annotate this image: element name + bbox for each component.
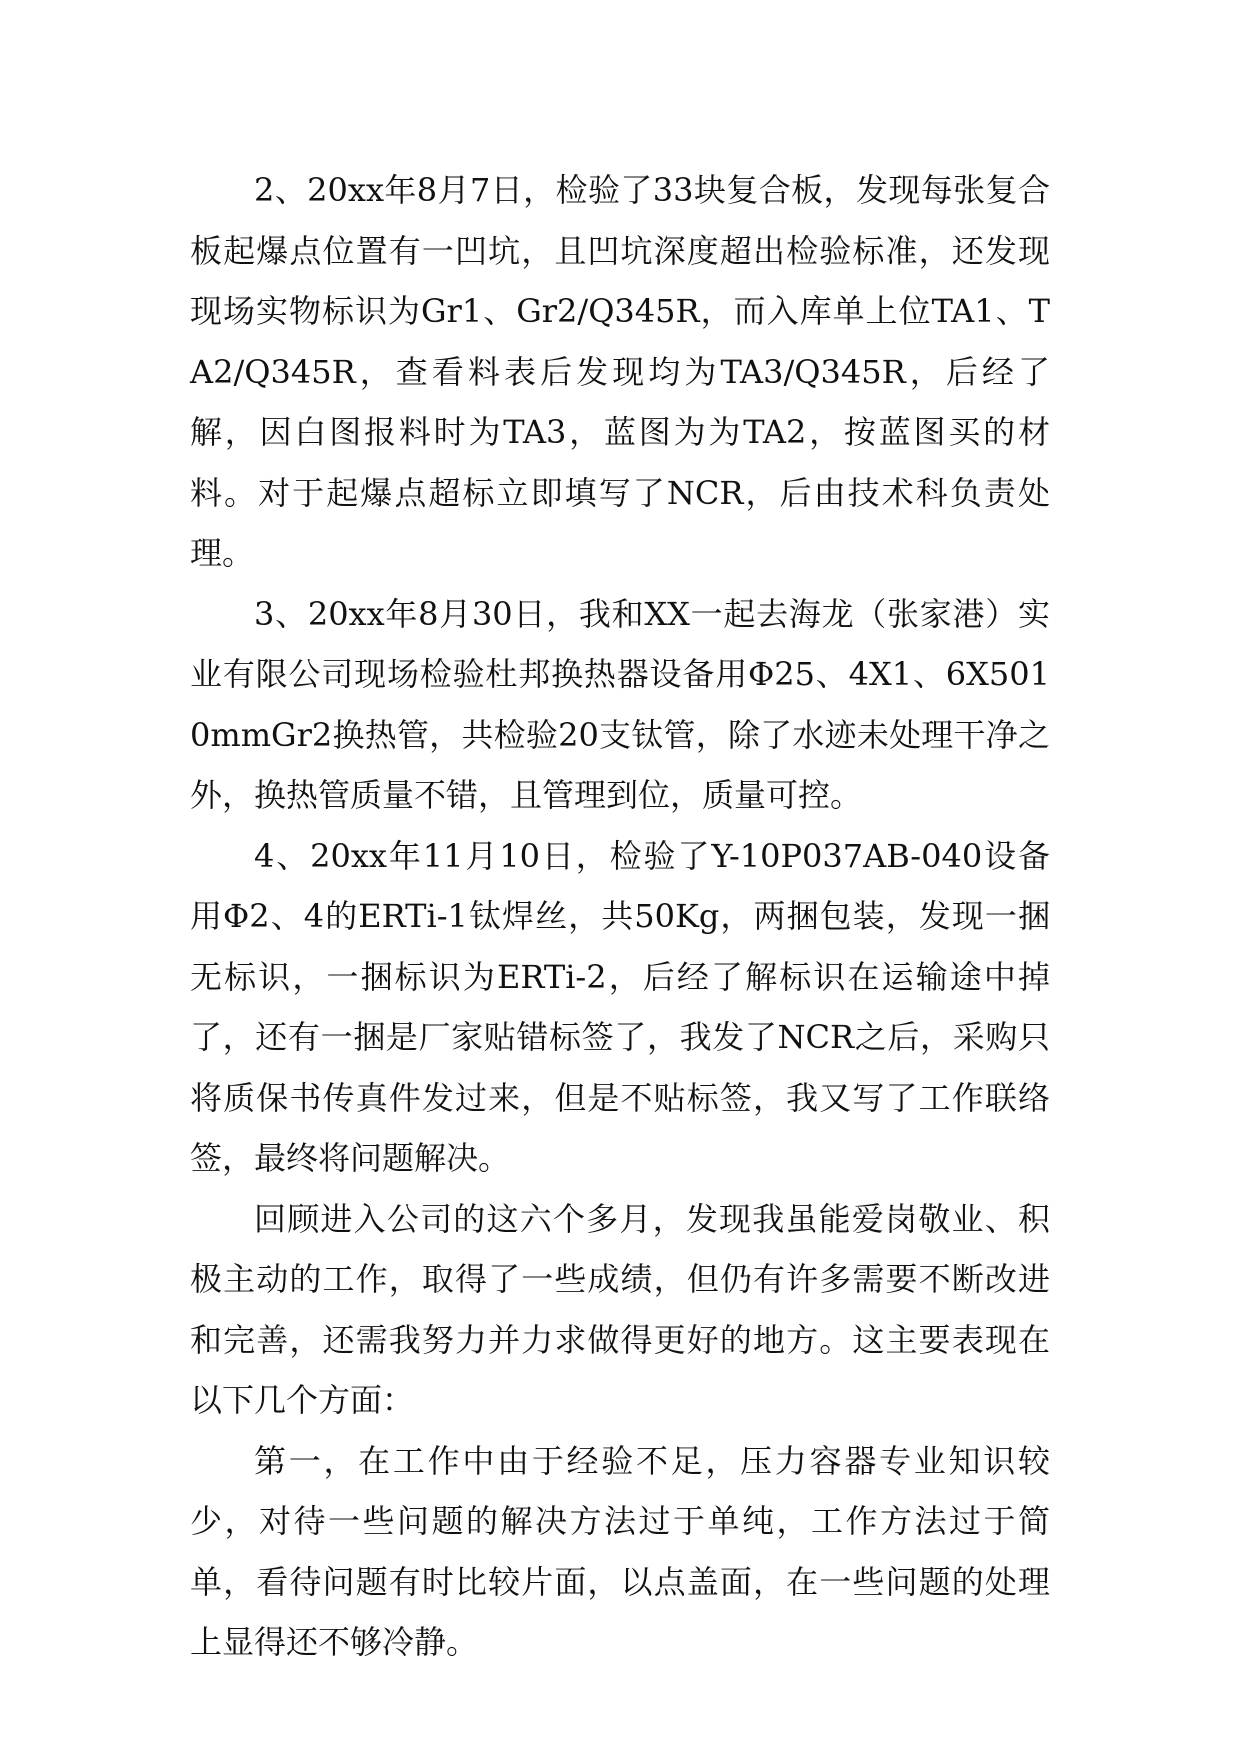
document-body [190,160,1050,1673]
paragraph-item-4: 4、20xx年11月10日，检验了Y-10P037AB-040设备用Φ2、4的ERTi-1钛焊丝，共50Kg，两捆包装，发现一捆无标识，一捆标识为ERTi-2，后经了解标识在运输途中掉了，还有一捆是厂家贴错标签了，我发了NCR之后，采购只将质保书传真件发过来，但是不贴标签，我又写了工作联络签，最终将问题解决。 [190,836,1050,1177]
paragraph-review: 回顾进入公司的这六个多月，发现我虽能爱岗敬业、积极主动的工作，取得了一些成绩，但仍有许多需要不断改进和完善，还需我努力并力求做得更好的地方。这主要表现在以下几个方面： [190,1199,1050,1419]
paragraph-first-point: 第一，在工作中由于经验不足，压力容器专业知识较少，对待一些问题的解决方法过于单纯，工作方法过于简单，看待问题有时比较片面，以点盖面，在一些问题的处理上显得还不够冷静。 [190,1441,1050,1661]
paragraph-item-3: 3、20xx年8月30日，我和XX一起去海龙（张家港）实业有限公司现场检验杜邦换热器设备用Φ25、4X1、6X5010mmGr2换热管，共检验20支钛管，除了水迹未处理干净之外，换热管质量不错，且管理到位，质量可控。 [190,594,1050,814]
paragraph-item-2: 2、20xx年8月7日，检验了33块复合板，发现每张复合板起爆点位置有一凹坑，且凹坑深度超出检验标准，还发现现场实物标识为Gr1、Gr2/Q345R，而入库单上位TA1、TA2/Q345R，查看料表后发现均为TA3/Q345R，后经了解，因白图报料时为TA3，蓝图为为TA2，按蓝图买的材料。对于起爆点超标立即填写了NCR，后由技术科负责处理。 [190,171,1050,572]
